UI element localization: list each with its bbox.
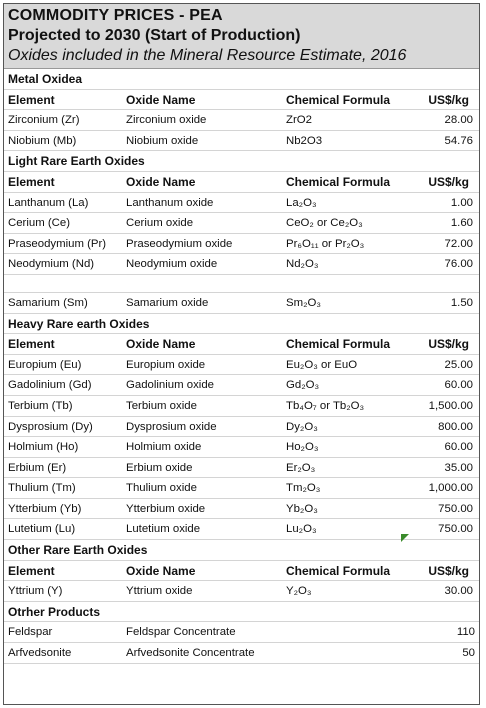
oxide-name-cell: Dysprosium oxide (126, 420, 217, 433)
oxide-name-cell: Erbium oxide (126, 461, 193, 474)
element-cell: Erbium (Er) (8, 461, 67, 474)
element-cell: Lutetium (Lu) (8, 523, 76, 536)
column-header-oxide: Oxide Name (126, 174, 196, 189)
section-label: Metal Oxidea (8, 72, 83, 86)
element-cell: Ytterbium (Yb) (8, 502, 82, 515)
table-row[interactable] (4, 622, 479, 643)
formula-cell: CeO₂ or Ce₂O₃ (286, 217, 363, 230)
formula-cell: Er₂O₃ (286, 461, 316, 474)
element-cell: Yttrium (Y) (8, 585, 63, 598)
price-cell: 30.00 (444, 585, 473, 598)
oxide-name-cell: Europium oxide (126, 358, 206, 371)
price-table (4, 69, 479, 664)
formula-cell: Gd₂O₃ (286, 379, 320, 392)
oxide-name-cell: Zirconium oxide (126, 114, 207, 127)
oxide-name-cell: Holmium oxide (126, 441, 202, 454)
formula-cell: Ho₂O₃ (286, 441, 319, 454)
element-cell: Cerium (Ce) (8, 217, 71, 230)
formula-cell: Dy₂O₃ (286, 420, 318, 433)
price-cell: 76.00 (444, 258, 473, 271)
price-cell: 1.00 (450, 196, 473, 209)
price-cell: 60.00 (444, 441, 473, 454)
price-cell: 28.00 (444, 114, 473, 127)
table-row[interactable] (4, 478, 479, 499)
formula-cell: ZrO2 (286, 114, 312, 127)
element-cell: Europium (Eu) (8, 358, 82, 371)
table-row[interactable] (4, 417, 479, 438)
table-row[interactable] (4, 110, 479, 131)
element-cell: Neodymium (Nd) (8, 258, 95, 271)
section-title (4, 314, 479, 335)
table-row[interactable] (4, 458, 479, 479)
column-header-oxide: Oxide Name (126, 92, 196, 107)
oxide-name-cell: Terbium oxide (126, 399, 197, 412)
element-cell: Arfvedsonite (8, 647, 72, 660)
oxide-name-cell: Ytterbium oxide (126, 502, 206, 515)
price-cell: 60.00 (444, 379, 473, 392)
table-row[interactable] (4, 193, 479, 214)
formula-cell: La₂O₃ (286, 196, 317, 209)
section-label: Otrher Products (8, 604, 101, 619)
element-cell: Samarium (Sm) (8, 296, 88, 309)
column-header-price: US$/kg (428, 337, 469, 352)
oxide-name-cell: Niobium oxide (126, 134, 199, 147)
column-header-row (4, 561, 479, 582)
table-row[interactable] (4, 643, 479, 664)
formula-cell: Yb₂O₃ (286, 502, 318, 515)
column-header-price: US$/kg (428, 174, 469, 189)
price-cell: 750.00 (438, 502, 473, 515)
title-line-2: Projected to 2030 (Start of Production) (8, 27, 301, 44)
section-label: Heavy Rare earth Oxides (8, 316, 150, 331)
price-cell: 1.60 (450, 217, 473, 230)
title-block (4, 4, 479, 69)
column-header-element: Element (8, 174, 55, 189)
oxide-name-cell: Thulium oxide (126, 482, 197, 495)
column-header-formula: Chemical Formula (286, 337, 391, 352)
oxide-name-cell: Cerium oxide (126, 217, 194, 230)
column-header-price: US$/kg (428, 92, 469, 107)
price-cell: 35.00 (444, 461, 473, 474)
column-header-element: Element (8, 563, 55, 578)
element-cell: Zirconium (Zr) (8, 114, 80, 127)
oxide-name-cell: Gadolinium oxide (126, 379, 215, 392)
oxide-name-cell: Lanthanum oxide (126, 196, 214, 209)
price-cell: 110 (456, 626, 475, 639)
table-row[interactable] (4, 234, 479, 255)
column-header-oxide: Oxide Name (126, 563, 196, 578)
column-header-element: Element (8, 337, 55, 352)
price-cell: 800.00 (438, 420, 473, 433)
table-row[interactable] (4, 355, 479, 376)
price-cell: 1,500.00 (428, 399, 473, 412)
element-cell: Dysprosium (Dy) (8, 420, 93, 433)
formula-cell: Tm₂O₃ (286, 482, 321, 495)
column-header-formula: Chemical Formula (286, 174, 391, 189)
table-row[interactable] (4, 131, 479, 152)
oxide-name-cell: Feldspar Concentrate (126, 626, 236, 639)
blank-row (4, 275, 479, 293)
price-cell: 1.50 (450, 296, 473, 309)
spreadsheet (3, 3, 480, 705)
oxide-name-cell: Yttrium oxide (126, 585, 193, 598)
table-row[interactable] (4, 254, 479, 275)
section-title (4, 69, 479, 90)
section-label: Other Rare Earth Oxides (8, 543, 148, 558)
column-header-price: US$/kg (428, 563, 469, 578)
oxide-name-cell: Arfvedsonite Concentrate (126, 647, 255, 660)
formula-cell: Eu₂O₃ or EuO (286, 358, 358, 371)
column-header-element: Element (8, 92, 55, 107)
column-header-row (4, 334, 479, 355)
formula-cell: Nb2O3 (286, 134, 323, 147)
oxide-name-cell: Samarium oxide (126, 296, 209, 309)
price-cell: 1,000.00 (428, 482, 473, 495)
comment-indicator[interactable] (401, 534, 409, 542)
oxide-name-cell: Praseodymium oxide (126, 237, 233, 250)
formula-cell: Y₂O₃ (286, 585, 312, 598)
column-header-formula: Chemical Formula (286, 92, 391, 107)
title-line-1: COMMODITY PRICES - PEA (8, 7, 223, 24)
formula-cell: Sm₂O₃ (286, 296, 322, 309)
price-cell: 25.00 (444, 358, 473, 371)
element-cell: Thulium (Tm) (8, 482, 76, 495)
element-cell: Holmium (Ho) (8, 441, 79, 454)
oxide-name-cell: Neodymium oxide (126, 258, 218, 271)
table-row[interactable] (4, 396, 479, 417)
section-label: Light Rare Earth Oxides (8, 154, 145, 169)
table-row[interactable] (4, 437, 479, 458)
section-title (4, 540, 479, 561)
element-cell: Terbium (Tb) (8, 399, 73, 412)
table-row[interactable] (4, 293, 479, 314)
price-cell: 72.00 (444, 237, 473, 250)
section-title (4, 602, 479, 623)
table-row[interactable] (4, 499, 479, 520)
element-cell: Lanthanum (La) (8, 196, 89, 209)
formula-cell: Tb₄O₇ or Tb₂O₃ (286, 399, 365, 412)
price-cell: 750.00 (438, 523, 473, 536)
price-cell: 54.76 (444, 134, 473, 147)
oxide-name-cell: Lutetium oxide (126, 523, 201, 536)
element-cell: Niobium (Mb) (8, 134, 77, 147)
table-row[interactable] (4, 375, 479, 396)
price-cell: 50 (462, 647, 475, 660)
section-title (4, 151, 479, 172)
formula-cell: Lu₂O₃ (286, 523, 317, 536)
table-row[interactable] (4, 213, 479, 234)
title-line-3: Oxides included in the Mineral Resource Estimate, 2016 (8, 47, 407, 64)
column-header-row (4, 172, 479, 193)
element-cell: Gadolinium (Gd) (8, 379, 92, 392)
element-cell: Feldspar (8, 626, 53, 639)
formula-cell: Nd₂O₃ (286, 258, 319, 271)
element-cell: Praseodymium (Pr) (8, 237, 107, 250)
table-row[interactable] (4, 581, 479, 602)
column-header-row (4, 90, 479, 111)
column-header-formula: Chemical Formula (286, 563, 391, 578)
formula-cell: Pr₆O₁₁ or Pr₂O₃ (286, 237, 365, 250)
column-header-oxide: Oxide Name (126, 337, 196, 352)
